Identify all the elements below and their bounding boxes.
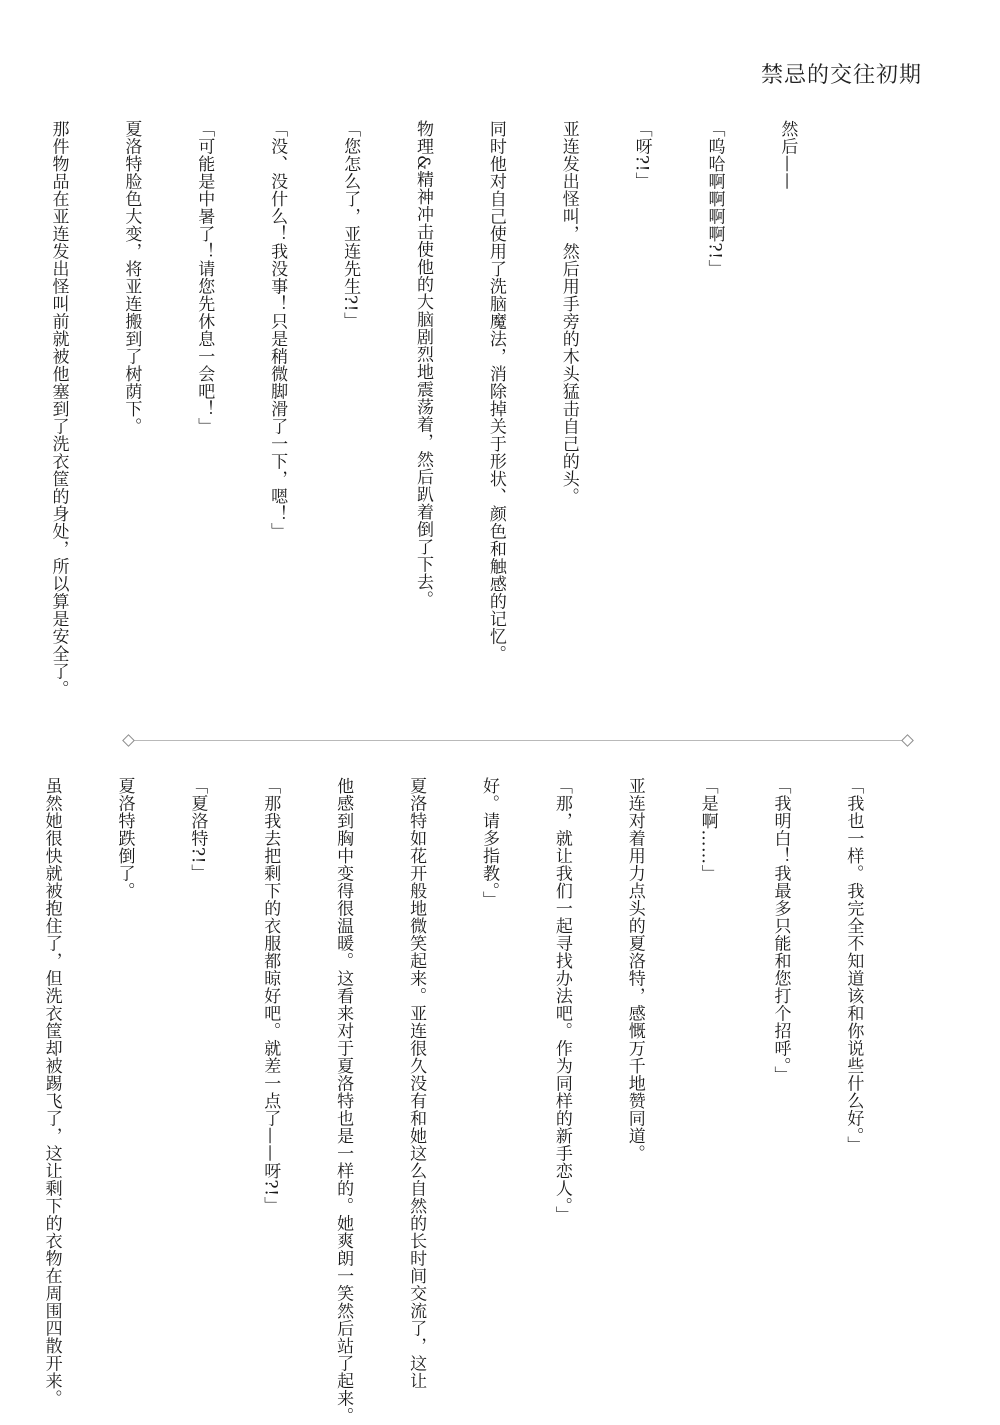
text-line: 「那我去把剩下的衣服都晾好吧。就差一点了——呀?!」 <box>260 777 281 1214</box>
text-line: 夏洛特如花开般地微笑起来。亚连很久没有和她这么自然的长时间交流了，这让 <box>406 777 427 1390</box>
divider-diamond-right-icon <box>901 734 914 747</box>
text-line: 亚连对着用力点头的夏洛特，感慨万千地赞同道。 <box>624 777 645 1162</box>
text-line: 「夏洛特?!」 <box>187 777 208 882</box>
section-divider <box>126 740 910 741</box>
divider-diamond-left-icon <box>122 734 135 747</box>
text-line: 「您怎么了，亚连先生?!」 <box>340 120 361 330</box>
text-line: 「呀?!」 <box>631 120 652 190</box>
page-title: 禁忌的交往初期 <box>760 63 922 88</box>
lower-text-block <box>41 777 914 1425</box>
upper-text-block <box>48 120 848 715</box>
text-line: 「那，就让我们一起寻找办法吧。作为同样的新手恋人。」 <box>551 777 572 1224</box>
text-line: 「我明白！我最多只能和您打个招呼。」 <box>770 777 791 1084</box>
text-line: 「可能是中暑了！请您先休息一会吧！」 <box>194 120 215 435</box>
text-line: 夏洛特脸色大变，将亚连搬到了树荫下。 <box>121 120 142 435</box>
text-line: 「是啊……」 <box>697 777 718 882</box>
text-line: 「没、没什么！我没事！只是稍微脚滑了一下，嗯！」 <box>267 120 288 540</box>
text-line: 虽然她很快就被抱住了，但洗衣筐却被踢飞了，这让剩下的衣物在周围四散开来。 <box>41 777 62 1407</box>
text-line: 亚连发出怪叫，然后用手旁的木头猛击自己的头。 <box>558 120 579 505</box>
text-line: 他感到胸中变得很温暖。这看来对于夏洛特也是一样的。她爽朗一笑然后站了起来。 <box>333 777 354 1425</box>
text-line: 夏洛特跌倒了。 <box>114 777 135 900</box>
text-line: 然后—— <box>777 120 798 190</box>
text-line: 同时他对自己使用了洗脑魔法，消除掉关于形状、颜色和触感的记忆。 <box>485 120 506 663</box>
text-line: 好。请多指教。」 <box>478 777 499 909</box>
text-line: 「呜哈啊啊啊啊?!」 <box>704 120 725 277</box>
text-line: 物理&精神冲击使他的大脑剧烈地震荡着，然后趴着倒了下去。 <box>412 120 433 609</box>
text-line: 那件物品在亚连发出怪叫前就被他塞到了洗衣筐的身处，所以算是安全了。 <box>48 120 69 698</box>
text-line: 「我也一样。我完全不知道该和你说些什么好。」 <box>843 777 864 1154</box>
